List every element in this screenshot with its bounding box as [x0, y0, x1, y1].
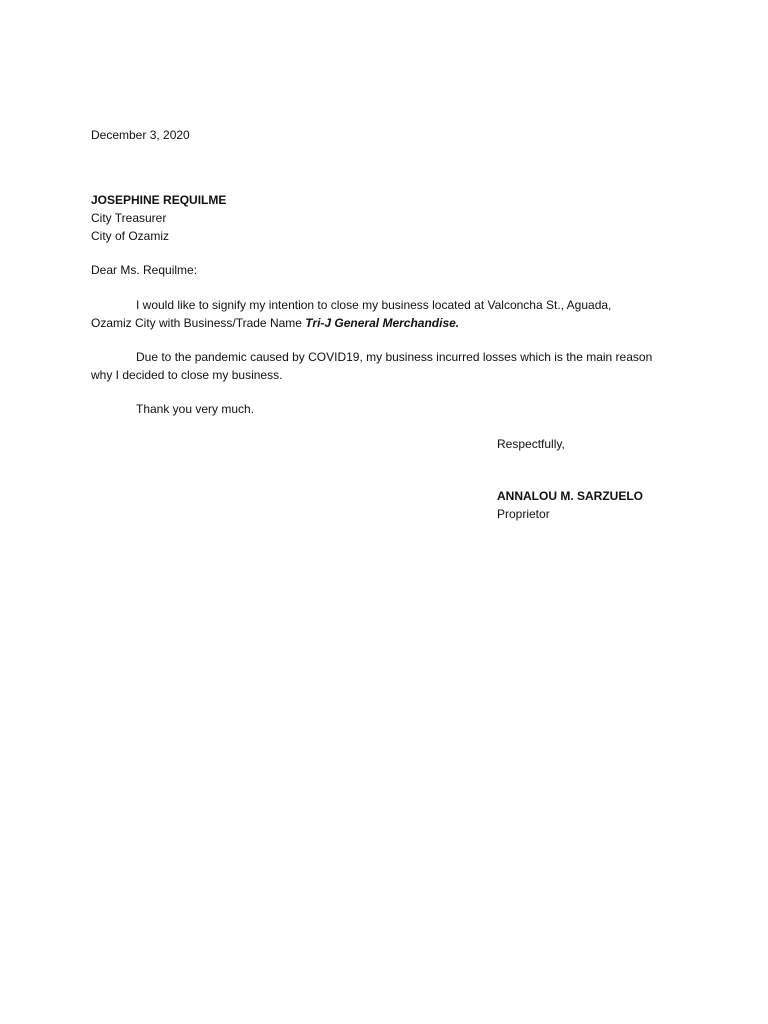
paragraph-1-line-1: I would like to signify my intention to close my business located at Valconcha St., Aguada,	[136, 298, 612, 312]
thanks-line: Thank you very much.	[136, 402, 255, 416]
signatory-title: Proprietor	[497, 507, 550, 521]
letter-date: December 3, 2020	[91, 128, 190, 142]
recipient-organization: City of Ozamiz	[91, 229, 170, 243]
paragraph-2-line-1: Due to the pandemic caused by COVID19, my business incurred losses which is the main reason	[136, 350, 653, 364]
paragraph-2-line-2: why I decided to close my business.	[91, 368, 283, 382]
paragraph-1-line-2	[91, 314, 459, 332]
salutation: Dear Ms. Requilme:	[91, 263, 198, 277]
signatory-name: ANNALOU M. SARZUELO	[497, 489, 643, 503]
recipient-title: City Treasurer	[91, 211, 167, 225]
paragraph-1-line-2-text: Ozamiz City with Business/Trade Name	[91, 316, 306, 330]
closing: Respectfully,	[497, 437, 565, 451]
trade-name: Tri-J General Merchandise.	[305, 316, 460, 330]
recipient-name: JOSEPHINE REQUILME	[91, 193, 227, 207]
